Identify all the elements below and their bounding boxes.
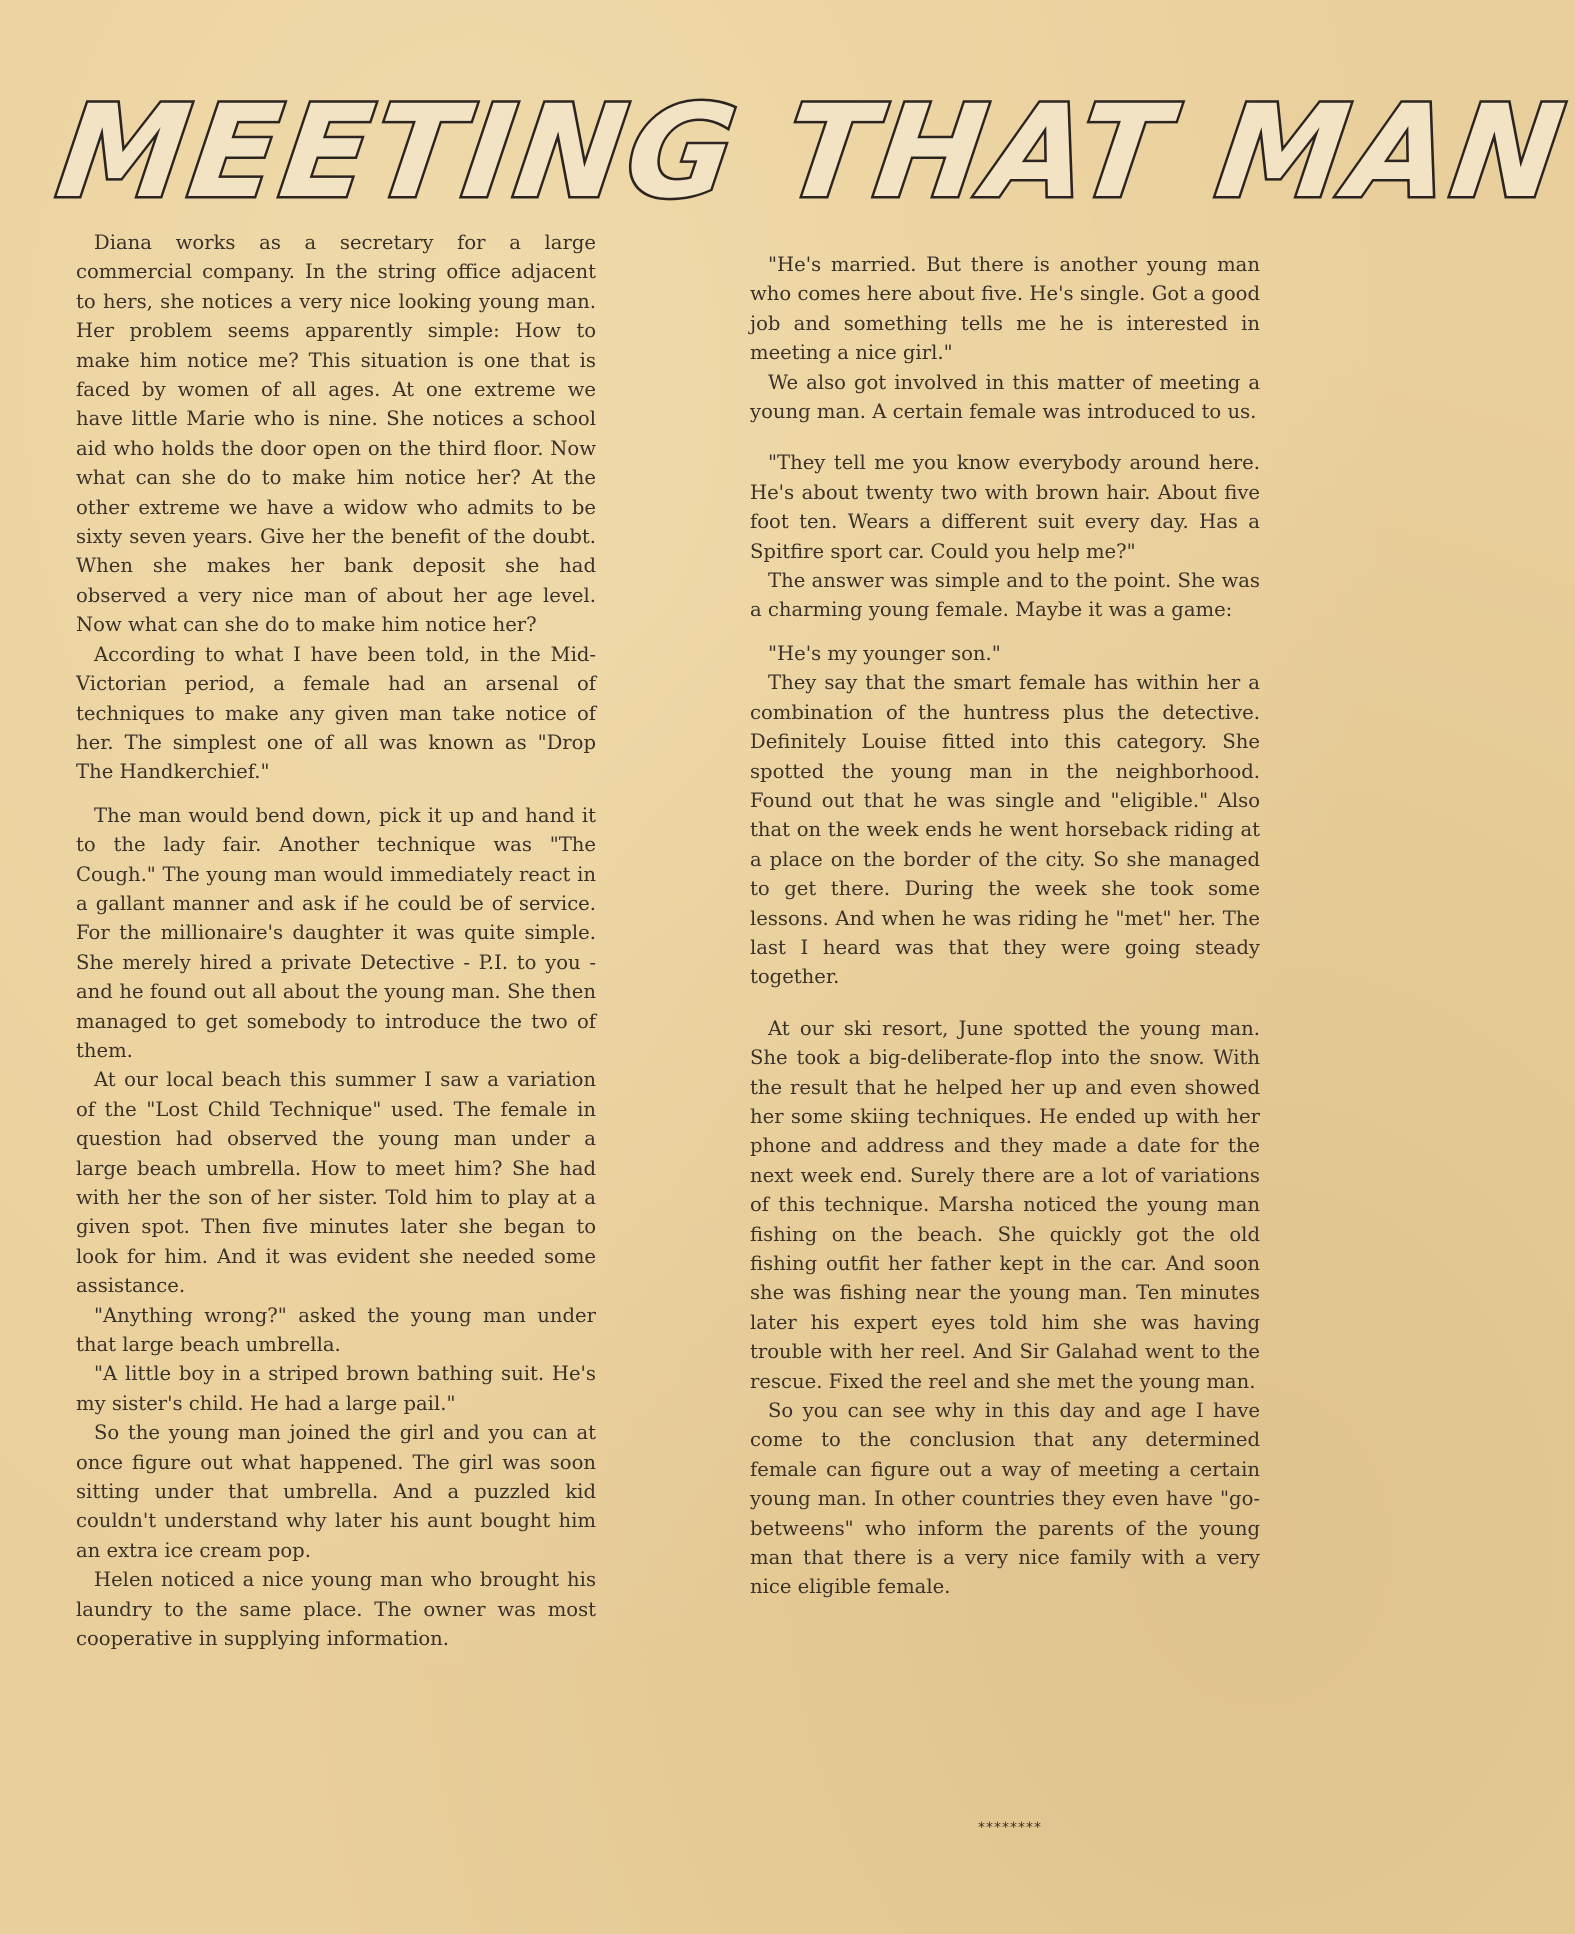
paragraph: The man would bend down, pick it up and hand it to the lady fair. Another technique was "The Cough." The young man would immediately react in a gallant manner and ask if he could be of service. For the millionaire's daughter it was quite simple. She merely hired a private Detective - P.I. to you - and he found out all about the young man. She then managed to get somebody to introduce the two of them. <box>76 803 596 1062</box>
right-column <box>750 250 1260 1602</box>
paragraph: Helen noticed a nice young man who brought his laundry to the same place. The owner was most cooperative in supplying information. <box>76 1568 596 1651</box>
paragraph: "He's married. But there is another young man who comes here about five. He's single. Got a good job and something tells me he is interested in meeting a nice girl." <box>750 253 1260 365</box>
paragraph: "Anything wrong?" asked the young man under that large beach umbrella. <box>76 1303 596 1357</box>
paragraph: The answer was simple and to the point. She was a charming young female. Maybe it was a game: <box>750 569 1260 622</box>
paragraph: We also got involved in this matter of meeting a young man. A certain female was introduced to us. <box>750 370 1260 424</box>
paragraph: "He's my younger son." <box>768 641 1001 665</box>
paragraph: According to what I have been told, in the Mid-Victorian period, a female had an arsenal of techniques to make any given man take notice of her. The simplest one of all was known as "Drop The Handkerchief." <box>76 642 596 784</box>
paragraph: "A little boy in a striped brown bathing suit. He's my sister's child. He had a large pail." <box>76 1362 596 1415</box>
page-title: MEETING THAT MAN <box>49 78 1575 227</box>
paragraph: So the young man joined the girl and you can at once figure out what happened. The girl was soon sitting under that umbrella. And a puzzled kid couldn't understand why later his aunt bought him an extra ice cream pop. <box>76 1421 596 1562</box>
paragraph: They say that the smart female has within her a combination of the huntress plus the detective. Definitely Louise fitted into this category. She spotted the young man in the neighborhood. Found out that he was single and "eligible." Also that on the week ends he went horseback riding at a place on the border of the city. So she managed to get there. During the week she took some lessons. And when he was riding he "met" her. The last I heard was that they were going steady together. <box>750 671 1260 989</box>
paragraph: Diana works as a secretary for a large commercial company. In the string office adjacent to hers, she notices a very nice looking young man. Her problem seems apparently simple: How to make him notice me? This situation is one that is faced by women of all ages. At one extreme we have little Marie who is nine. She notices a school aid who holds the door open on the third floor. Now what can she do to make him notice her? At the other extreme we have a widow who admits to be sixty seven years. Give her the benefit of the doubt. When she makes her bank deposit she had observed a very nice man of about her age level. Now what can she do to make him notice her? <box>76 231 596 637</box>
paragraph: "They tell me you know everybody around here. He's about twenty two with brown hair. About five foot ten. Wears a different suit every day. Has a Spitfire sport car. Could you help me?" <box>750 451 1260 563</box>
paragraph: So you can see why in this day and age I have come to the conclusion that any determined female can figure out a way of meeting a certain young man. In other countries they even have "go-betweens" who inform the parents of the young man that there is a very nice family with a very nice eligible female. <box>750 1399 1260 1599</box>
left-column <box>76 228 596 1654</box>
paragraph: At our ski resort, June spotted the young man. She took a big-deliberate-flop into the snow. With the result that he helped her up and even showed her some skiing techniques. He ended up with her phone and address and they made a date for the next week end. Surely there are a lot of variations of this technique. Marsha noticed the young man fishing on the beach. She quickly got the old fishing outfit her father kept in the car. And soon she was fishing near the young man. Ten minutes later his expert eyes told him she was having trouble with her reel. And Sir Galahad went to the rescue. Fixed the reel and she met the young man. <box>750 1016 1260 1393</box>
end-mark: ******** <box>978 1820 1042 1836</box>
paragraph: At our local beach this summer I saw a variation of the "Lost Child Technique" used. The female in question had observed the young man under a large beach umbrella. How to meet him? She had with her the son of her sister. Told him to play at a given spot. Then five minutes later she began to look for him. And it was evident she needed some assistance. <box>76 1068 596 1298</box>
